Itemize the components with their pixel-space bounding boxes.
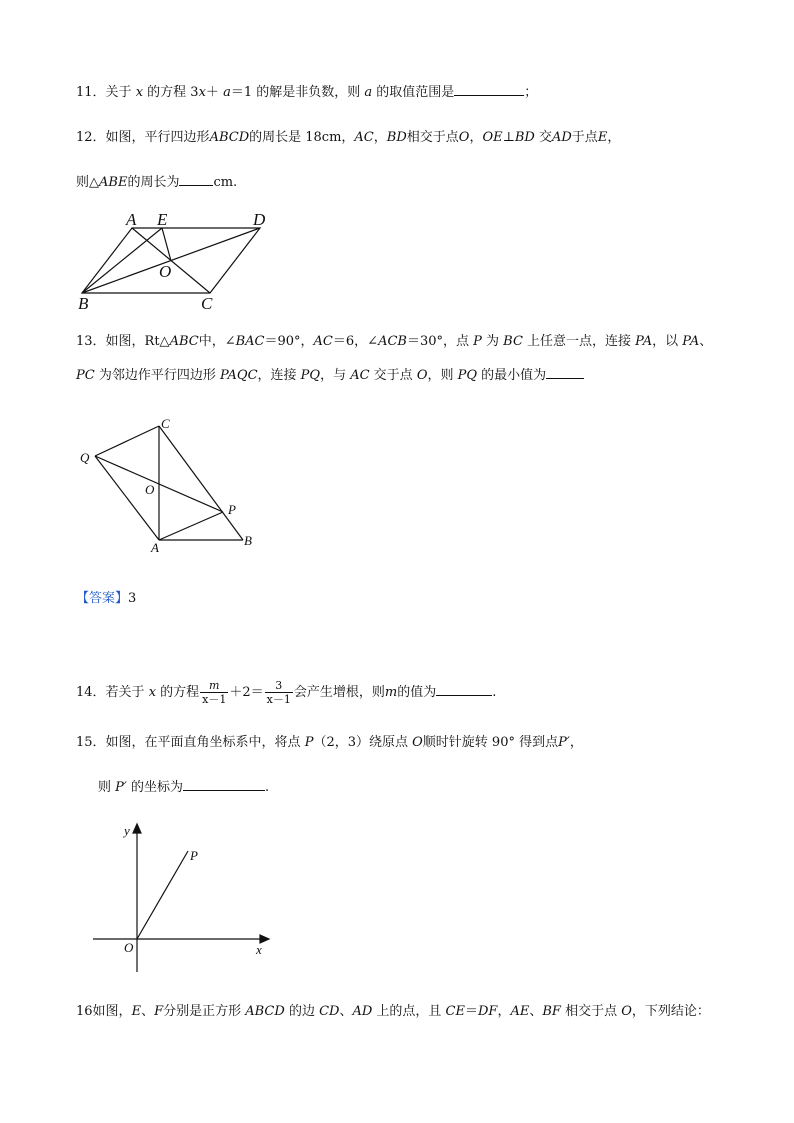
fraction-m-over-x-minus-1: $\frac{m}{x-1}$ bbox=[202, 679, 227, 706]
q14-number: 14． bbox=[76, 685, 106, 700]
question-13-line-1: 13．如图，Rt△ABC中，∠BAC＝90°，AC＝6，∠ACB＝30°，点 P 为 BC 上任意一点，连接 PA，以 PA、 bbox=[76, 334, 713, 349]
answer-value: 3 bbox=[128, 591, 137, 606]
segment-qc bbox=[95, 426, 159, 456]
q11-answer-blank[interactable] bbox=[454, 83, 524, 96]
q13-answer bbox=[76, 590, 136, 608]
q16-number: 16 bbox=[76, 1004, 93, 1019]
q13-triangle-figure bbox=[75, 412, 265, 557]
label-o: O bbox=[145, 482, 155, 497]
label-d: D bbox=[253, 210, 266, 229]
q12-parallelogram-figure bbox=[70, 205, 300, 315]
label-p: P bbox=[190, 848, 198, 863]
q13-number: 13． bbox=[76, 334, 106, 349]
label-b: B bbox=[78, 294, 89, 313]
label-y: y bbox=[124, 823, 130, 838]
segment-be bbox=[82, 228, 162, 293]
question-13-line-2: PC 为邻边作平行四边形 PAQC，连接 PQ，与 AC 交于点 O，则 PQ 的最小值为 bbox=[76, 366, 584, 385]
question-15-line-1: 15．如图，在平面直角坐标系中，将点 P（2，3）绕原点 O顺时针旋转 90° 得到点P′， bbox=[76, 735, 583, 750]
question-12-line-1: 12．如图，平行四边形ABCD的周长是 18cm，AC，BD相交于点O，OE⊥BD 交AD于点E， bbox=[76, 130, 621, 145]
segment-qa bbox=[95, 456, 159, 540]
fraction-3-over-x-minus-1: $\frac{3}{x-1}$ bbox=[266, 679, 291, 706]
q15-coordinate-figure bbox=[88, 818, 278, 978]
label-q: Q bbox=[80, 450, 90, 465]
segment-pa bbox=[159, 512, 223, 540]
label-a: A bbox=[151, 540, 159, 555]
y-axis-arrow bbox=[133, 824, 141, 833]
q15-answer-blank[interactable] bbox=[183, 778, 265, 791]
q12-answer-blank[interactable] bbox=[179, 173, 213, 186]
answer-tag: 【答案】 bbox=[76, 591, 129, 606]
label-x: x bbox=[256, 942, 262, 957]
q15-number: 15． bbox=[76, 735, 106, 750]
question-11: 11．关于 x 的方程 3x＋ a＝1 的解是非负数，则 a 的取值范围是 ； bbox=[76, 85, 538, 100]
label-e: E bbox=[157, 210, 168, 229]
label-o: O bbox=[124, 940, 134, 955]
segment-op bbox=[137, 851, 188, 939]
label-c: C bbox=[161, 416, 170, 431]
q12-number: 12． bbox=[76, 130, 106, 145]
label-o: O bbox=[159, 262, 172, 281]
question-14: 14．若关于 x 的方程 $\frac{m}{x-1}$ ＋2＝ $\frac{3}{x-1}$ 会产生增根，则m的值为 . bbox=[76, 679, 497, 706]
segment-cb bbox=[159, 426, 243, 540]
label-b: B bbox=[244, 533, 252, 548]
label-a: A bbox=[126, 210, 137, 229]
question-16: 16如图，E、F分别是正方形 ABCD 的边 CD、AD 上的点，且 CE＝DF，AE、BF 相交于点 O，下列结论： bbox=[76, 1004, 710, 1019]
q11-number: 11． bbox=[76, 85, 106, 100]
q13-answer-blank[interactable] bbox=[546, 366, 584, 379]
label-p: P bbox=[228, 502, 236, 517]
q14-answer-blank[interactable] bbox=[436, 683, 492, 696]
question-15-line-2: 则 P′ 的坐标为 . bbox=[98, 780, 270, 795]
label-c: C bbox=[201, 294, 213, 313]
question-12-line-2: 则△ABE的周长为 cm. bbox=[76, 175, 238, 190]
